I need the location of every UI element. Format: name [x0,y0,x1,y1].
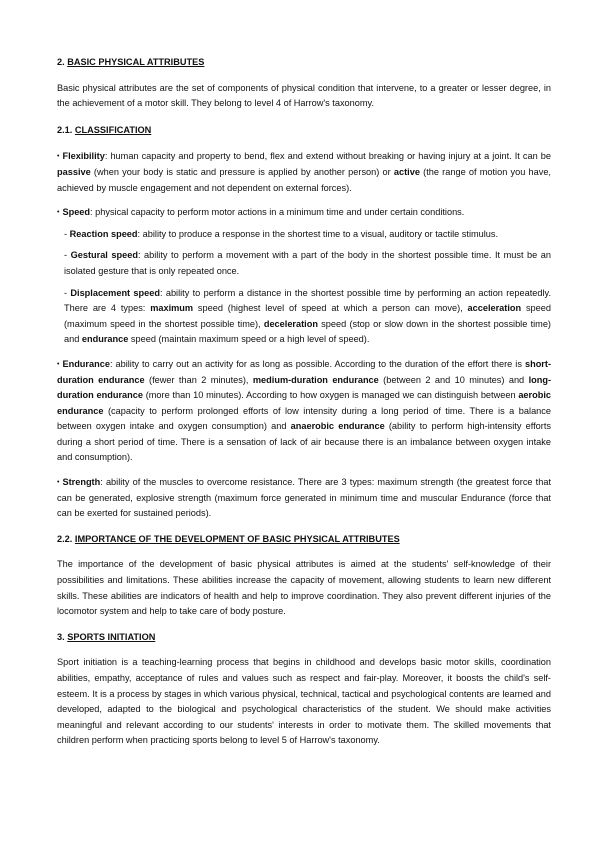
reaction-speed-item: - Reaction speed: ability to produce a response in the shortest time to a visual, auditory or tactile stimulus. [64,228,499,239]
flexibility-item: • Flexibility: human capacity and property to bend, flex and extend without breaking or having injury at a joint. It can be passive (when your body is static and pressure is applied by another person) or active (the range of motion you have, achieved by muscle engagement and not dependent on external forces). [57,151,551,193]
intro-paragraph: Basic physical attributes are the set of components of physical condition that intervene, to a greater or lesser degree, in the achievement of a motor skill. They belong to level 4 of Harrow's taxonomy. [57,82,551,109]
gestural-speed-item: - Gestural speed: ability to perform a movement with a part of the body in the shortest possible time. It must be an isolated gesture that is only repeated once. [64,250,551,276]
bullet-icon: • [57,153,60,161]
bullet-icon: • [57,209,60,217]
heading-basic-physical-attributes: 2. BASIC PHYSICAL ATTRIBUTES [57,57,205,67]
heading-importance: 2.2. IMPORTANCE OF THE DEVELOPMENT OF BASIC PHYSICAL ATTRIBUTES [57,533,400,544]
heading-sports-initiation: 3. SPORTS INITIATION [57,631,156,642]
speed-item: • Speed: physical capacity to perform motor actions in a minimum time and under certain conditions. [57,207,465,218]
strength-item: • Strength: ability of the muscles to overcome resistance. There are 3 types: maximum strength (the greatest force that can be generated, explosive strength (maximum force generated in minimum time and muscular Endurance (force that can be exerted for sustained periods). [57,477,551,519]
bullet-icon: • [57,360,60,368]
sports-initiation-paragraph: Sport initiation is a teaching-learning process that begins in childhood and develops basic motor skills, coordination abilities, empathy, acceptance of rules and values such as respect and fair-play. Moreover, it boosts the child's self-esteem. It is a process by stages in which various physical, technical, tactical and psychological contents are learned and developed, adapted to the biological and psychological characteristics of the student. We should make activities meaningful and relevant according to our students' interests in order to motivate them. The skilled movements that children perform when practicing sports belong to level 5 of Harrow's taxonomy. [57,657,551,746]
heading-classification: 2.1. CLASSIFICATION [57,124,152,135]
endurance-item: • Endurance: ability to carry out an activity for as long as possible. According to the duration of the effort there is short-duration endurance (fewer than 2 minutes), medium-duration endurance (between 2 and 10 minutes) and long-duration endurance (more than 10 minutes). According to how oxygen is managed we can distinguish between aerobic endurance (capacity to perform prolonged efforts of low intensity during a long period of time. There is a balance between oxygen intake and oxygen consumption) and anaerobic endurance (ability to perform high-intensity efforts during a short period of time. There is a sensation of lack of air because there is an imbalance between oxygen intake and consumption). [57,358,552,463]
bullet-icon: • [57,479,60,487]
importance-paragraph: The importance of the development of basic physical attributes is aimed at the students' self-knowledge of their possibilities and limitations. These abilities increase the capacity of movement, allowing students to learn new different skills. These abilities are indicators of health and help to improve coordination. They also prevent different injuries of the locomotor system and help to take care of body posture. [57,559,551,617]
displacement-speed-item: - Displacement speed: ability to perform a distance in the shortest possible time by performing an action repeatedly. There are 4 types: maximum speed (highest level of speed at which a person can move), acceleration speed (maximum speed in the shortest possible time), deceleration speed (stop or slow down in the shortest possible time) and endurance speed (maintain maximum speed or a high level of speed). [64,287,551,345]
document-page [57,55,551,749]
